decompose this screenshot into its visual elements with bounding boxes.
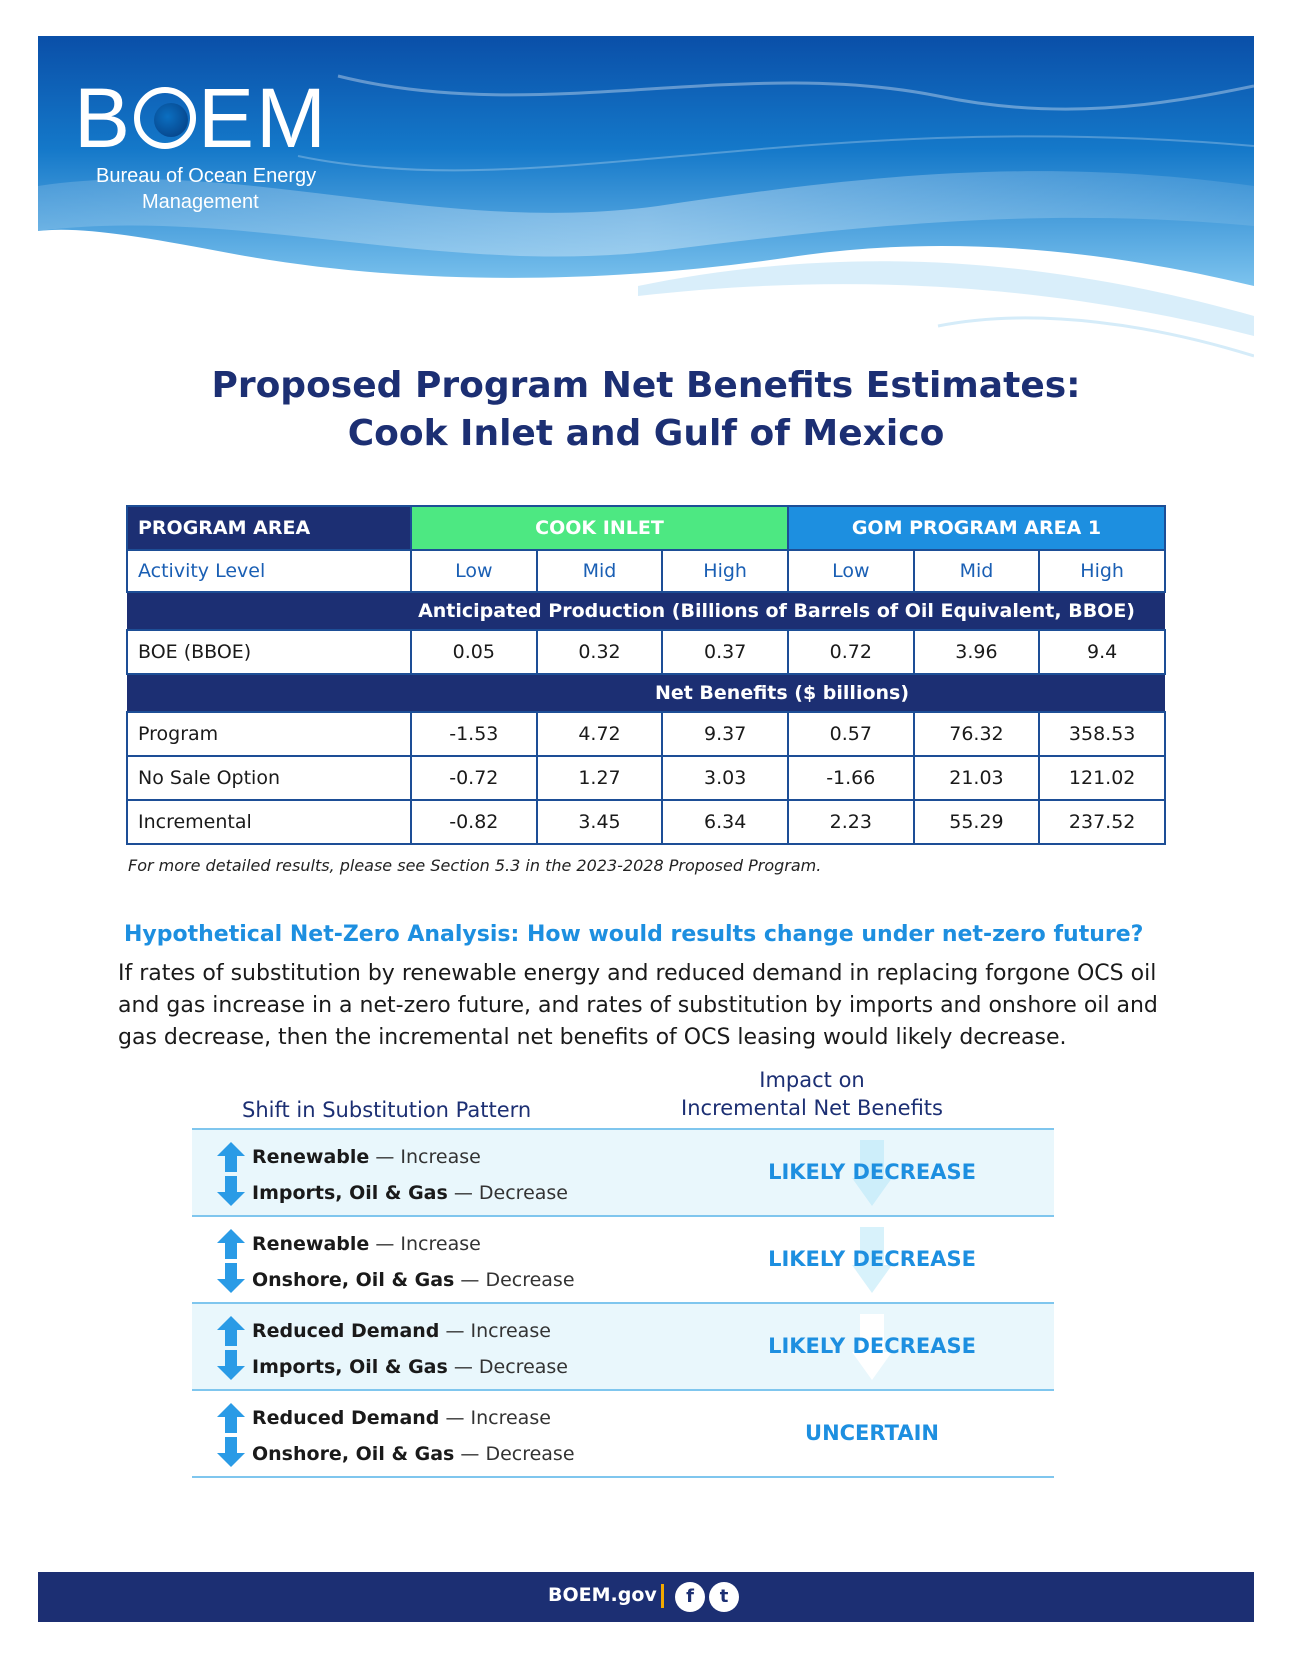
table-header-row [127,506,1165,550]
table-cell: 0.32 [537,630,663,674]
level-cell: Low [788,550,914,592]
footer-bar [38,1572,1254,1622]
col-shift-header: Shift in Substitution Pattern [242,1098,532,1122]
footer-divider [661,1584,664,1608]
impact-label: LIKELY DECREASE [768,1160,976,1184]
substitution-row [192,1391,1054,1478]
table-cell: 4.72 [537,712,663,756]
up-down-arrows-icon [216,1403,246,1467]
col-impact-line-2: Incremental Net Benefits [681,1096,943,1120]
production-band: Anticipated Production (Billions of Barrels of Oil Equivalent, BBOE) [127,592,1165,630]
table-cell: 3.96 [914,630,1040,674]
header-banner [38,36,1254,366]
decrease-line: Onshore, Oil & Gas — Decrease [252,1443,575,1465]
table-cell: 0.72 [788,630,914,674]
table-cell: 0.57 [788,712,914,756]
substitution-row [192,1217,1054,1304]
table-cell: -0.82 [411,800,537,844]
impact-label: LIKELY DECREASE [768,1247,976,1271]
table-cell: 3.45 [537,800,663,844]
logo-subtitle: Bureau of Ocean Energy [96,165,317,187]
header-program-area: PROGRAM AREA [127,506,411,550]
impact-cell [722,1217,1022,1302]
table-row [127,712,1165,756]
table-row [127,800,1165,844]
table-cell: 21.03 [914,756,1040,800]
row-label: BOE (BBOE) [127,630,411,674]
table-cell: -0.72 [411,756,537,800]
table-row [127,630,1165,674]
table-cell: 1.27 [537,756,663,800]
header-cook-inlet: COOK INLET [411,506,788,550]
netzero-heading: Hypothetical Net-Zero Analysis: How would results change under net-zero future? [124,922,1144,947]
increase-line: Renewable — Increase [252,1146,481,1168]
table-cell: 9.37 [662,712,788,756]
page-title [0,362,1292,458]
facebook-icon[interactable]: f [675,1582,705,1612]
table-cell: 55.29 [914,800,1040,844]
decrease-line: Imports, Oil & Gas — Decrease [252,1182,568,1204]
level-cell: High [1039,550,1165,592]
table-cell: 3.03 [662,756,788,800]
level-cell: High [662,550,788,592]
table-row [127,756,1165,800]
row-label: No Sale Option [127,756,411,800]
netzero-body: If rates of substitution by renewable energy and reduced demand in replacing forgone OCS oil and gas increase in a net-zero future, and rates of substitution by imports and onshore oil and gas decrease, then the incremental net benefits of OCS leasing would likely decrease. [118,961,1158,1050]
increase-line: Renewable — Increase [252,1233,481,1255]
logo-subtitle-2: Management [142,191,259,213]
impact-cell [722,1391,1022,1476]
level-cell: Mid [914,550,1040,592]
net-benefits-table [126,505,1166,845]
production-band-row [127,592,1165,630]
increase-line: Reduced Demand — Increase [252,1320,551,1342]
table-cell: 237.52 [1039,800,1165,844]
row-label: Program [127,712,411,756]
benefits-band [127,674,1165,712]
table-cell: 9.4 [1039,630,1165,674]
level-cell: Low [411,550,537,592]
up-down-arrows-icon [216,1142,246,1206]
footer-site-link[interactable]: BOEM.gov [548,1584,657,1606]
logo-globe-icon [134,87,196,149]
title-line-2: Cook Inlet and Gulf of Mexico [347,413,945,454]
boem-logo [74,71,329,213]
impact-cell [722,1130,1022,1215]
table-cell: 0.05 [411,630,537,674]
impact-label: LIKELY DECREASE [768,1334,976,1358]
activity-level-label: Activity Level [127,550,411,592]
impact-label: UNCERTAIN [805,1421,939,1445]
activity-level-row [127,550,1165,592]
substitution-row [192,1130,1054,1217]
row-label: Incremental [127,800,411,844]
impact-cell [722,1304,1022,1389]
twitter-icon[interactable]: t [709,1582,739,1612]
table-cell: 76.32 [914,712,1040,756]
table-cell: 6.34 [662,800,788,844]
substitution-header [192,1066,1054,1130]
col-impact-header [662,1066,962,1122]
table-cell: 121.02 [1039,756,1165,800]
header-gom-area: GOM PROGRAM AREA 1 [788,506,1165,550]
level-cell: Mid [537,550,663,592]
decrease-line: Onshore, Oil & Gas — Decrease [252,1269,575,1291]
up-down-arrows-icon [216,1316,246,1380]
up-down-arrows-icon [216,1229,246,1293]
decrease-line: Imports, Oil & Gas — Decrease [252,1356,568,1378]
substitution-row [192,1304,1054,1391]
benefits-band-label: Net Benefits ($ billions) [654,682,910,704]
table-cell: -1.53 [411,712,537,756]
increase-line: Reduced Demand — Increase [252,1407,551,1429]
benefits-band-row [127,674,1165,712]
table-cell: 358.53 [1039,712,1165,756]
substitution-table [192,1066,1054,1478]
table-cell: 0.37 [662,630,788,674]
table-cell: -1.66 [788,756,914,800]
title-line-1: Proposed Program Net Benefits Estimates: [211,365,1081,406]
col-impact-line-1: Impact on [759,1068,865,1092]
table-footnote: For more detailed results, please see Section 5.3 in the 2023-2028 Proposed Program. [128,856,822,875]
table-cell: 2.23 [788,800,914,844]
logo-wordmark: B EM [74,71,329,165]
